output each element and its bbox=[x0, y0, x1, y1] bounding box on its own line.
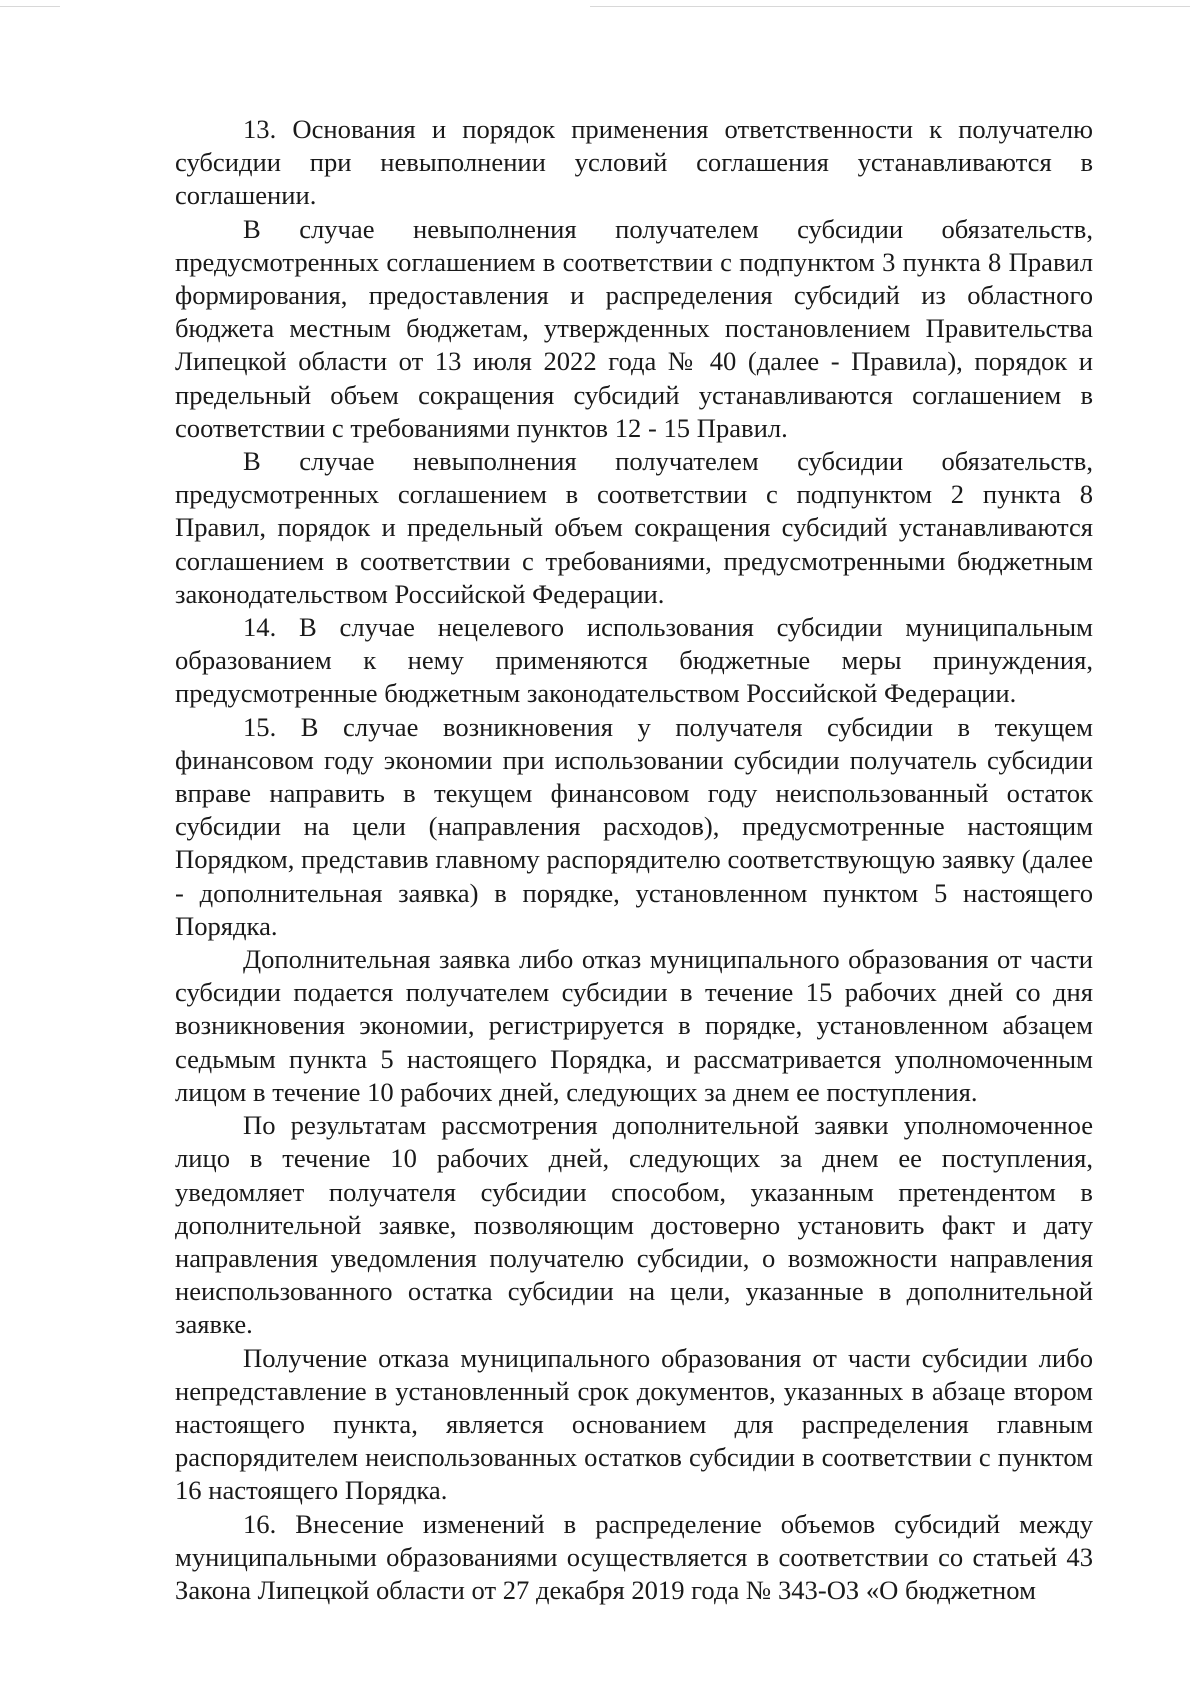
paragraph-13-abzac-3: В случае невыполнения получателем субсидии обязательств, предусмотренных соглашением в соответствии с подпунктом 2 пункта 8 Правил, порядок и предельный объем сокращения субсидий устанавливаются соглашением в соответствии с требованиями, предусмотренными бюджетным законодательством Российской Федерации. bbox=[175, 446, 1093, 609]
paragraph-15-abzac-4: Получение отказа муниципального образования от части субсидии либо непредставление в установленный срок документов, указанных в абзаце втором настоящего пункта, является основанием для распределения главным распорядителем неиспользованных остатков субсидии в соответствии с пунктом 16 настоящего Порядка. bbox=[175, 1342, 1093, 1506]
scan-artifact bbox=[0, 6, 60, 7]
paragraph-15-abzac-3: По результатам рассмотрения дополнительной заявки уполномоченное лицо в течение 10 рабочих дней, следующих за днем ее поступления, уведомляет получателя субсидии способом, указанным претендентом в дополнительной заявке, позволяющим достоверно установить факт и дату направления уведомления получателю субсидии, о возможности направления неиспользованного остатка субсидии на цели, указанные в дополнительной заявке. bbox=[175, 1110, 1093, 1340]
document-body bbox=[175, 113, 1093, 1607]
paragraph-13-abzac-2: В случае невыполнения получателем субсидии обязательств, предусмотренных соглашением в соответствии с подпунктом 3 пункта 8 Правил формирования, предоставления и распределения субсидий из областного бюджета местным бюджетам, утвержденных постановлением Правительства Липецкой области от 13 июля 2022 года № 40 (далее - Правила), порядок и предельный объем сокращения субсидий устанавливаются соглашением в соответствии с требованиями пунктов 12 - 15 Правил. bbox=[175, 213, 1093, 443]
paragraph-14: 14. В случае нецелевого использования субсидии муниципальным образованием к нему применяются бюджетные меры принуждения, предусмотренные бюджетным законодательством Российской Федерации. bbox=[175, 612, 1093, 709]
scan-artifact bbox=[590, 6, 1190, 7]
paragraph-15: 15. В случае возникновения у получателя субсидии в текущем финансовом году экономии при использовании субсидии получатель субсидии вправе направить в текущем финансовом году неиспользованный остаток субсидии на цели (направления расходов), предусмотренные настоящим Порядком, представив главному распорядителю соответствующую заявку (далее - дополнительная заявка) в порядке, установленном пунктом 5 настоящего Порядка. bbox=[175, 711, 1093, 941]
paragraph-15-abzac-2: Дополнительная заявка либо отказ муниципального образования от части субсидии подается получателем субсидии в течение 15 рабочих дней со дня возникновения экономии, регистрируется в порядке, установленном абзацем седьмым пункта 5 настоящего Порядка, и рассматривается уполномоченным лицом в течение 10 рабочих дней, следующих за днем ее поступления. bbox=[175, 944, 1093, 1107]
paragraph-13: 13. Основания и порядок применения ответственности к получателю субсидии при невыполнении условий соглашения устанавливаются в соглашении. bbox=[175, 114, 1093, 211]
paragraph-16: 16. Внесение изменений в распределение объемов субсидий между муниципальными образованиями осуществляется в соответствии со статьей 43 Закона Липецкой области от 27 декабря 2019 года № 343-ОЗ «О бюджетном bbox=[175, 1508, 1093, 1605]
